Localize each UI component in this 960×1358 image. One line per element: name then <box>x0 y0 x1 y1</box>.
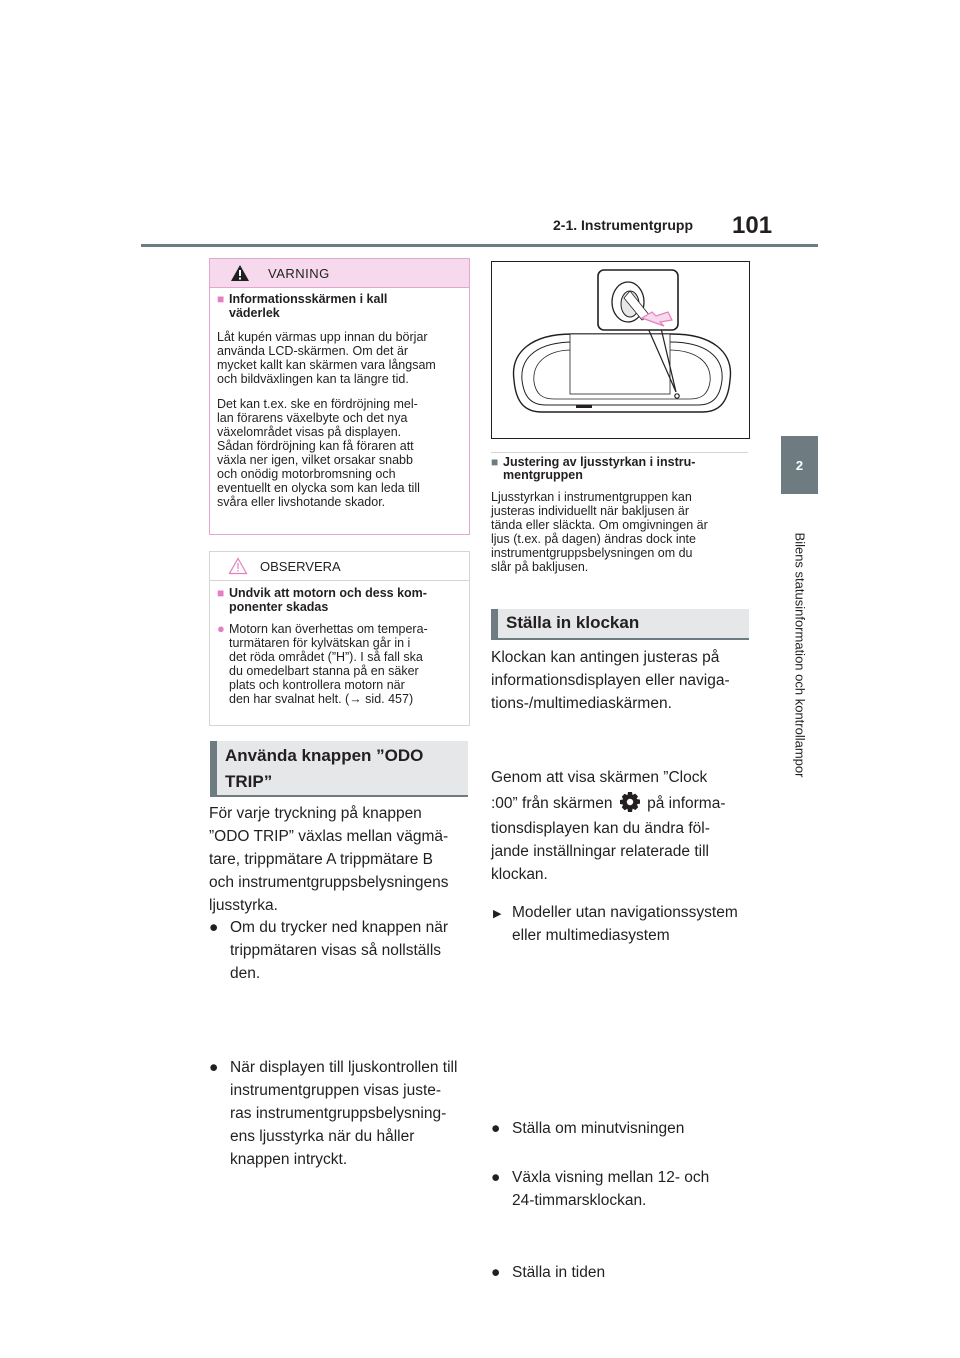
warning-box <box>209 258 470 535</box>
notice-heading: ■ Undvik att motorn och dess kom- ponenter skadas <box>217 586 427 614</box>
notice-item: ● Motorn kan överhettas om tempera- turmätaren för kylvätskan går in i det röda området (”H”). I så fall ska du omedelbart stanna på en säker plats och kontrollera motorn när den har svalnat helt. (→ sid. 457) <box>217 621 428 706</box>
bullet-dot: ● <box>209 1059 219 1076</box>
clock-bullet-time: ● Ställa in tiden <box>491 1261 774 1284</box>
clock-model-note: ▶ Modeller utan navigationssystem eller multimediasystem <box>493 904 738 944</box>
chapter-number: 2 <box>795 457 804 473</box>
warning-paragraph-2: Det kan t.ex. ske en fördröjning mel- lan förarens växelbyte och det nya växelområdet visas på displayen. Sådan fördröjning kan få föraren att växla ner igen, vilket orsakar snabb och onödig motorbromsning och eventuellt en olycka som kan leda till svåra eller livshotande skador. <box>217 397 420 509</box>
warning-paragraph-1: Låt kupén värmas upp innan du börjar använda LCD-skärmen. Om det är mycket kallt kan skärmen vara långsam och bildväxlingen kan ta längre tid. <box>217 330 436 386</box>
clock-intro: Klockan kan antingen justeras på informationsdisplayen eller naviga- tions-/multimediaskärmen. <box>491 649 730 712</box>
page-number: 101 <box>732 212 773 239</box>
chapter-title: Bilens statusinformation och kontrollampor <box>792 532 807 778</box>
clock-bullet-format: ● Växla visning mellan 12- och 24-timmarsklockan. <box>491 1166 774 1212</box>
header-rule <box>141 244 818 247</box>
brightness-body: Ljusstyrkan i instrumentgruppen kan justeras individuellt när bakljusen är tända eller släckta. Om omgivningen är ljus (t.ex. på dagen) ändras dock inte instrumentgruppsbelysningen om du slår på bakljusen. <box>491 490 708 574</box>
odo-bullet-reset: ● Om du trycker ned knappen när trippmätaren visas så nollställs den. <box>209 916 490 985</box>
odo-intro: För varje tryckning på knappen ”ODO TRIP” växlas mellan vägmä- tare, trippmätare A trippmätare B och instrumentgruppsbelysningens ljusstyrka. <box>209 805 449 914</box>
notice-header <box>210 552 469 581</box>
clock-heading: Ställa in klockan <box>491 609 749 640</box>
bullet-dot: ● <box>209 919 219 936</box>
clock-bullet-minutes: ● Ställa om minutvisningen <box>491 1117 774 1140</box>
warning-header <box>210 259 469 288</box>
bullet-dot: ● <box>491 1169 501 1186</box>
section-title: 2-1. Instrumentgrupp <box>553 217 694 233</box>
notice-title: OBSERVERA <box>260 559 341 574</box>
odo-bullet-brightness: ● När displayen till ljuskontrollen till instrumentgruppen visas juste- ras instrumentgruppsbelysning- ens ljusstyrka när du håller knappen intryckt. <box>209 1056 492 1171</box>
clock-body: Genom att visa skärmen ”Clock :00” från skärmen på informa- tionsdisplayen kan du ändra föl- jande inställningar relaterade till klockan. <box>491 769 726 883</box>
brightness-heading: ■ Justering av ljusstyrkan i instru- mentgruppen <box>491 455 696 482</box>
notice-box <box>209 551 470 726</box>
gear-icon <box>619 791 641 813</box>
warning-title: VARNING <box>268 266 330 281</box>
divider <box>491 452 748 453</box>
instrument-cluster-illustration <box>491 261 750 439</box>
cluster-drawing <box>492 262 749 438</box>
warning-triangle-icon <box>230 264 250 282</box>
triangle-bullet-icon: ▶ <box>493 908 502 920</box>
bullet-dot: ● <box>491 1120 501 1137</box>
warning-heading: ■ Informationsskärmen i kall väderlek <box>217 292 388 320</box>
caution-triangle-icon <box>228 557 248 575</box>
chapter-tab[interactable] <box>781 436 818 494</box>
bullet-dot: ● <box>491 1264 501 1281</box>
odo-trip-heading: Använda knappen ”ODO TRIP” <box>210 741 468 797</box>
